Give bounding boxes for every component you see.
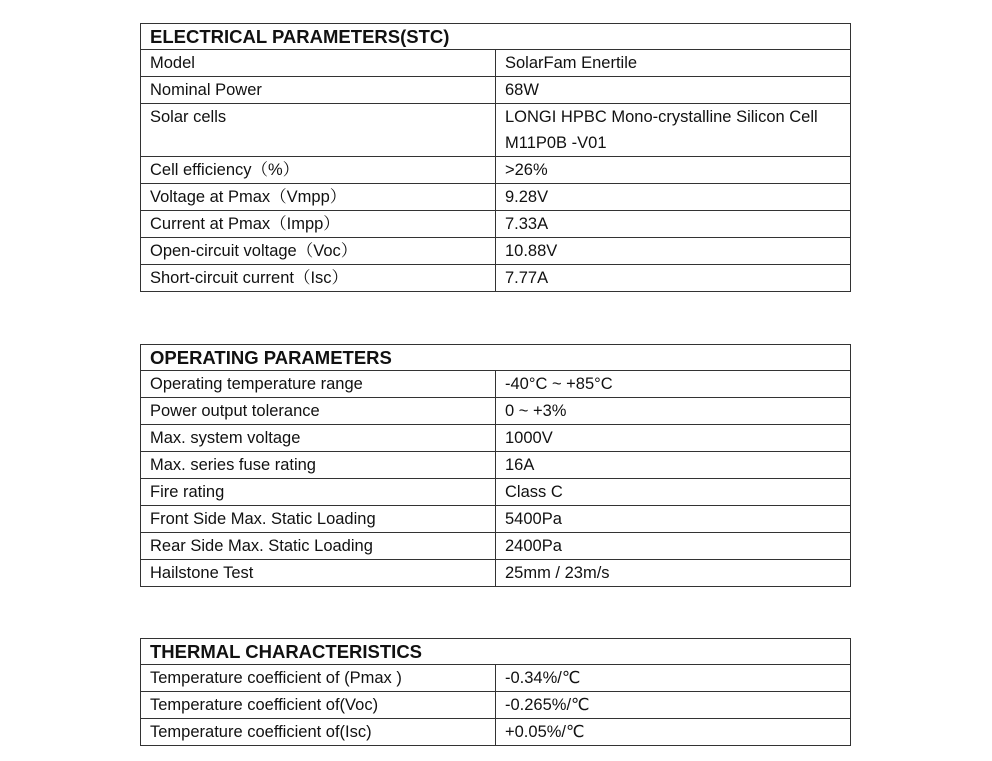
row-value: 68W [496, 77, 851, 104]
row-value: -40°C ~ +85°C [496, 371, 851, 398]
row-value: -0.34%/℃ [496, 665, 851, 692]
table-header-row [141, 345, 851, 371]
row-value: 7.77A [496, 265, 851, 292]
table-row [141, 265, 851, 292]
table-row [141, 452, 851, 479]
table-row [141, 104, 851, 157]
table-row [141, 506, 851, 533]
table-row [141, 719, 851, 746]
row-value: 1000V [496, 425, 851, 452]
row-value: LONGI HPBC Mono-crystalline Silicon Cell M11P0B -V01 [496, 104, 851, 157]
table-header-row [141, 24, 851, 50]
row-label: Short-circuit current（Isc） [141, 265, 496, 292]
row-label: Max. series fuse rating [141, 452, 496, 479]
row-value: >26% [496, 157, 851, 184]
row-label: Open-circuit voltage（Voc） [141, 238, 496, 265]
table-row [141, 211, 851, 238]
row-label: Max. system voltage [141, 425, 496, 452]
row-value: SolarFam Enertile [496, 50, 851, 77]
row-label: Fire rating [141, 479, 496, 506]
thermal-characteristics-table [140, 638, 851, 746]
table-row [141, 665, 851, 692]
table-row [141, 50, 851, 77]
table-row [141, 371, 851, 398]
row-value: 5400Pa [496, 506, 851, 533]
row-value: 25mm / 23m/s [496, 560, 851, 587]
row-value: 9.28V [496, 184, 851, 211]
electrical-parameters-table [140, 23, 851, 292]
row-value: +0.05%/℃ [496, 719, 851, 746]
thermal-characteristics-title: THERMAL CHARACTERISTICS [141, 639, 851, 665]
row-value: Class C [496, 479, 851, 506]
operating-parameters-table [140, 344, 851, 587]
row-value: 0 ~ +3% [496, 398, 851, 425]
row-value: 10.88V [496, 238, 851, 265]
row-label: Temperature coefficient of(Isc) [141, 719, 496, 746]
row-label: Nominal Power [141, 77, 496, 104]
table-row [141, 692, 851, 719]
row-label: Power output tolerance [141, 398, 496, 425]
row-label: Temperature coefficient of(Voc) [141, 692, 496, 719]
row-label: Temperature coefficient of (Pmax ) [141, 665, 496, 692]
row-label: Operating temperature range [141, 371, 496, 398]
row-label: Solar cells [141, 104, 496, 157]
row-label: Cell efficiency（%） [141, 157, 496, 184]
electrical-parameters-title: ELECTRICAL PARAMETERS(STC) [141, 24, 851, 50]
row-label: Front Side Max. Static Loading [141, 506, 496, 533]
table-row [141, 77, 851, 104]
row-label: Voltage at Pmax（Vmpp） [141, 184, 496, 211]
row-value: 16A [496, 452, 851, 479]
row-value: 7.33A [496, 211, 851, 238]
table-row [141, 560, 851, 587]
table-row [141, 157, 851, 184]
table-row [141, 425, 851, 452]
row-label: Rear Side Max. Static Loading [141, 533, 496, 560]
table-header-row [141, 639, 851, 665]
operating-parameters-title: OPERATING PARAMETERS [141, 345, 851, 371]
row-value: -0.265%/℃ [496, 692, 851, 719]
row-label: Model [141, 50, 496, 77]
table-row [141, 238, 851, 265]
row-label: Hailstone Test [141, 560, 496, 587]
table-row [141, 184, 851, 211]
row-label: Current at Pmax（Impp） [141, 211, 496, 238]
table-row [141, 479, 851, 506]
table-row [141, 398, 851, 425]
row-value: 2400Pa [496, 533, 851, 560]
table-row [141, 533, 851, 560]
